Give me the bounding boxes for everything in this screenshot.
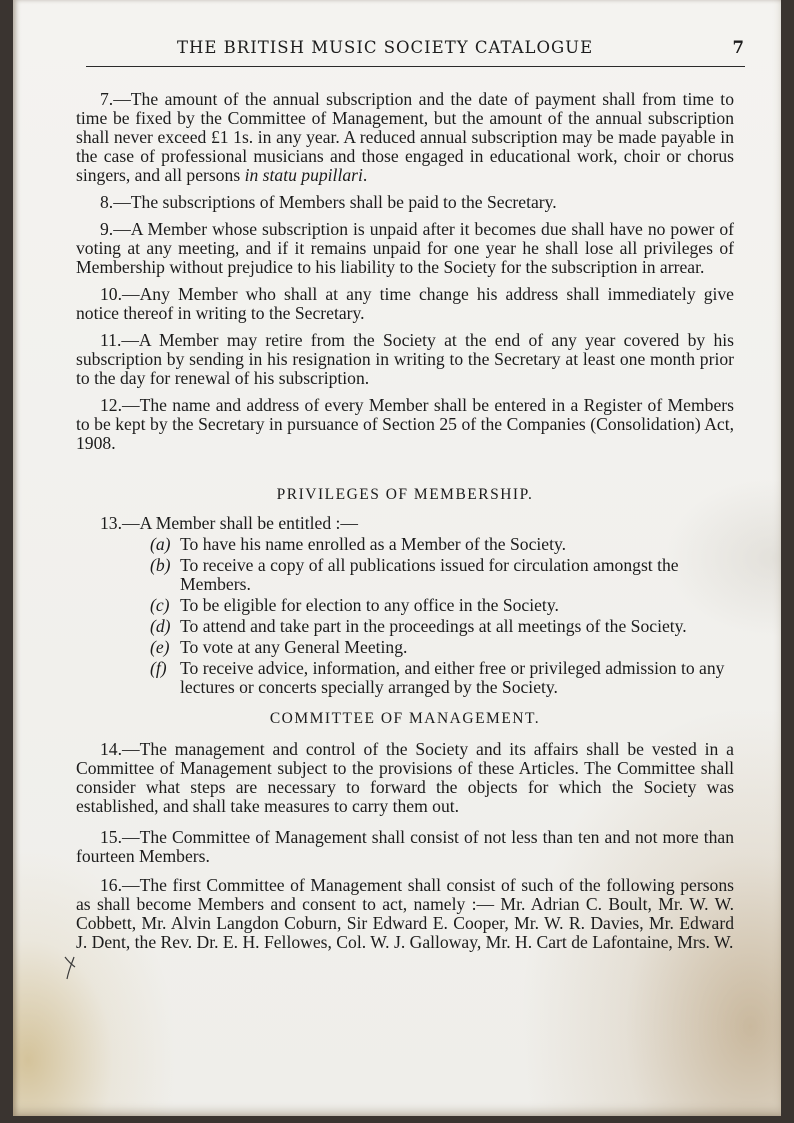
page-number: 7	[732, 38, 745, 57]
article-12: 12.—The name and address of every Member shall be entered in a Register of Members to be kept by the Secretary in pursuance of Section 25 of the Companies (Consolidation) Act, 1908.	[76, 395, 734, 453]
list-item-label: (b)	[150, 555, 171, 575]
section-heading-committee: COMMITTEE OF MANAGEMENT.	[269, 710, 541, 727]
article-7-italic: in statu pupillari	[244, 165, 363, 185]
list-item	[150, 535, 734, 554]
article-7-end: .	[362, 165, 368, 185]
list-item-label: (d)	[150, 616, 171, 636]
list-item-text: To have his name enrolled as a Member of the Society.	[180, 534, 567, 554]
article-9: 9.—A Member whose subscription is unpaid after it becomes due shall have no power of voting at any meeting, and if it remains unpaid for one year he shall lose all privileges of Membership without prejudice to his liability to the Society for the subscription in arrear.	[76, 219, 734, 277]
list-item-label: (e)	[150, 637, 170, 657]
article-7	[76, 90, 734, 185]
article-15: 15.—The Committee of Management shall consist of not less than ten and not more than fourteen Members.	[76, 827, 734, 866]
list-item	[150, 556, 734, 594]
document-body	[76, 90, 734, 960]
article-11: 11.—A Member may retire from the Society at the end of any year covered by his subscription by sending in his resignation in writing to the Secretary at least one month prior to the day for renewal of his subscription.	[76, 330, 734, 388]
document-page	[13, 0, 781, 1116]
header-title: THE BRITISH MUSIC SOCIETY CATALOGUE	[177, 38, 594, 57]
list-item-text: To be eligible for election to any office in the Society.	[180, 595, 559, 615]
article-13: 13.—A Member shall be entitled :—	[100, 513, 358, 533]
list-item-label: (c)	[150, 595, 170, 615]
header-rule	[86, 66, 745, 67]
pencil-x-mark-icon	[63, 955, 77, 981]
article-16: 16.—The first Committee of Management shall consist of such of the following persons as shall become Members and consent to act, namely :— Mr. Adrian C. Boult, Mr. W. W. Cobbett, Mr. Alvin Langdon Coburn, Sir Edward E. Cooper, Mr. W. R. Davies, Mr. Edward J. Dent, the Rev. Dr. E. H. Fellowes, Col. W. J. Galloway, Mr. H. Cart de Lafontaine, Mrs. W.	[76, 875, 734, 952]
section-heading-privileges: PRIVILEGES OF MEMBERSHIP.	[276, 486, 534, 503]
article-10: 10.—Any Member who shall at any time change his address shall immediately give notice thereof in writing to the Secretary.	[76, 284, 734, 323]
list-item-text: To receive a copy of all publications issued for circulation amongst the Members.	[180, 555, 679, 594]
list-item-label: (f)	[150, 658, 167, 678]
article-7-text: 7.—The amount of the annual subscription and the date of payment shall from time to time be fixed by the Committee of Management, but the amount of the annual subscription shall never exceed £1 1s. in any year. A reduced annual subscription may be made payable in the case of professional musicians and those engaged in educational work, choir or chorus singers, and all persons	[76, 89, 734, 185]
list-item-text: To receive advice, information, and either free or privileged admission to any lectures or concerts specially arranged by the Society.	[180, 658, 725, 697]
list-item	[150, 596, 734, 615]
article-14: 14.—The management and control of the Society and its affairs shall be vested in a Committee of Management subject to the provisions of these Articles. The Committee shall consider what steps are necessary to forward the objects for which the Society was established, and shall take measures to carry them out.	[76, 739, 734, 816]
list-item	[150, 638, 734, 657]
list-item	[150, 617, 734, 636]
list-item-label: (a)	[150, 534, 171, 554]
list-item-text: To attend and take part in the proceedings at all meetings of the Society.	[180, 616, 687, 636]
article-8: 8.—The subscriptions of Members shall be paid to the Secretary.	[100, 192, 557, 212]
list-item	[150, 659, 734, 697]
list-item-text: To vote at any General Meeting.	[180, 637, 408, 657]
article-13-list	[150, 535, 734, 697]
